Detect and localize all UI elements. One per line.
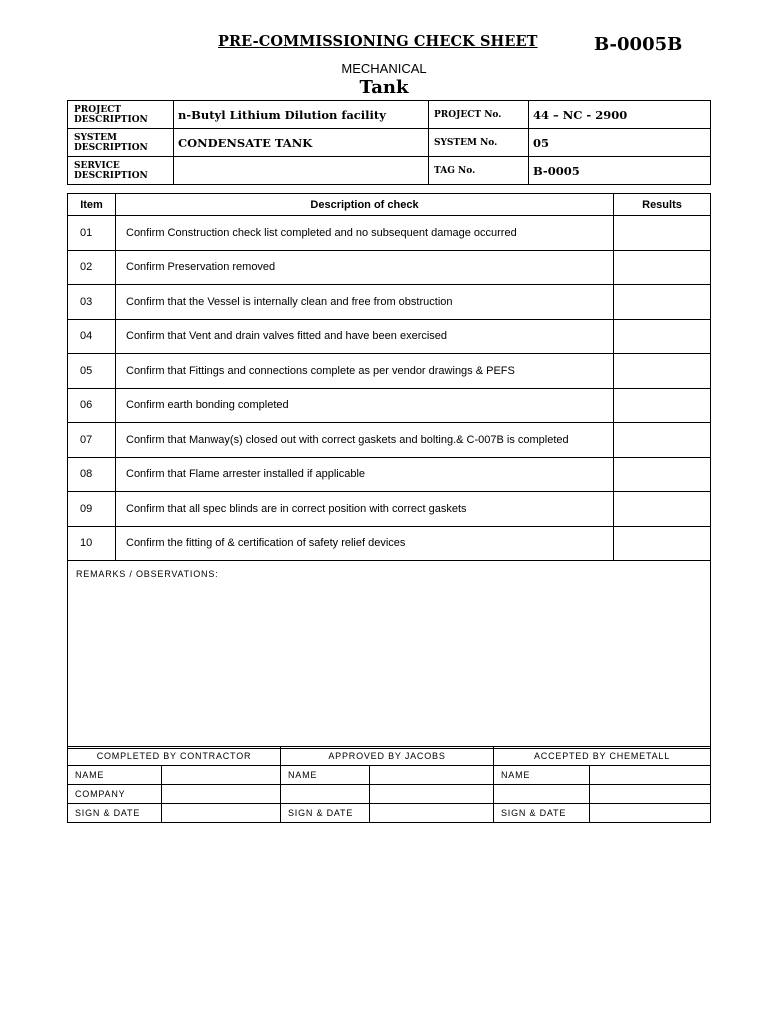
item-number: 05 — [68, 354, 116, 389]
sign-date-row — [68, 804, 711, 823]
check-description: Confirm the fitting of & certification of safety relief devices — [116, 526, 614, 561]
table-row — [68, 423, 711, 458]
result-cell[interactable] — [614, 216, 711, 251]
table-row — [68, 216, 711, 251]
item-number: 01 — [68, 216, 116, 251]
system-description-label: SYSTEM DESCRIPTION — [68, 129, 174, 157]
company-row — [68, 785, 711, 804]
chemetall-sign-date-label: SIGN & DATE — [494, 804, 590, 823]
table-row — [68, 319, 711, 354]
chemetall-name-label: NAME — [494, 766, 590, 785]
chemetall-company-field[interactable] — [590, 785, 711, 804]
table-row — [68, 526, 711, 561]
item-number: 06 — [68, 388, 116, 423]
system-row — [68, 129, 711, 157]
project-number-label: PROJECT No. — [429, 101, 529, 129]
check-table-header — [68, 194, 711, 216]
item-number: 07 — [68, 423, 116, 458]
check-description: Confirm Construction check list completed and no subsequent damage occurred — [116, 216, 614, 251]
page-title: PRE-COMMISSIONING CHECK SHEET — [218, 33, 538, 50]
chemetall-company-blank — [494, 785, 590, 804]
item-number: 09 — [68, 492, 116, 527]
service-description-label: SERVICE DESCRIPTION — [68, 157, 174, 185]
contractor-sign-date-field[interactable] — [162, 804, 281, 823]
jacobs-sign-date-field[interactable] — [370, 804, 494, 823]
check-description: Confirm earth bonding completed — [116, 388, 614, 423]
result-cell[interactable] — [614, 423, 711, 458]
document-number: B-0005B — [594, 34, 683, 55]
project-description-label: PROJECT DESCRIPTION — [68, 101, 174, 129]
check-list-table — [67, 193, 711, 749]
remarks-area[interactable] — [68, 561, 711, 749]
table-row — [68, 388, 711, 423]
tag-number-label: TAG No. — [429, 157, 529, 185]
table-row — [68, 457, 711, 492]
contractor-company-field[interactable] — [162, 785, 281, 804]
item-number: 03 — [68, 285, 116, 320]
table-row — [68, 250, 711, 285]
result-cell[interactable] — [614, 250, 711, 285]
item-column-header: Item — [68, 194, 116, 216]
table-row — [68, 354, 711, 389]
project-row — [68, 101, 711, 129]
results-column-header: Results — [614, 194, 711, 216]
contractor-name-label: NAME — [68, 766, 162, 785]
contractor-sign-date-label: SIGN & DATE — [68, 804, 162, 823]
service-row — [68, 157, 711, 185]
result-cell[interactable] — [614, 388, 711, 423]
check-description: Confirm that all spec blinds are in correct position with correct gaskets — [116, 492, 614, 527]
chemetall-name-field[interactable] — [590, 766, 711, 785]
contractor-name-field[interactable] — [162, 766, 281, 785]
jacobs-name-field[interactable] — [370, 766, 494, 785]
jacobs-company-blank — [281, 785, 370, 804]
item-number: 02 — [68, 250, 116, 285]
discipline-label: MECHANICAL — [341, 61, 427, 76]
check-description: Confirm that Vent and drain valves fitted and have been exercised — [116, 319, 614, 354]
check-description: Confirm Preservation removed — [116, 250, 614, 285]
project-info-table — [67, 100, 711, 185]
system-description-value[interactable]: CONDENSATE TANK — [174, 129, 429, 157]
name-row — [68, 766, 711, 785]
check-description: Confirm that Flame arrester installed if applicable — [116, 457, 614, 492]
jacobs-heading: APPROVED BY JACOBS — [281, 747, 494, 766]
result-cell[interactable] — [614, 285, 711, 320]
result-cell[interactable] — [614, 354, 711, 389]
item-number: 04 — [68, 319, 116, 354]
remarks-label: REMARKS / OBSERVATIONS: — [76, 569, 219, 579]
result-cell[interactable] — [614, 526, 711, 561]
result-cell[interactable] — [614, 319, 711, 354]
table-row — [68, 492, 711, 527]
jacobs-sign-date-label: SIGN & DATE — [281, 804, 370, 823]
chemetall-heading: ACCEPTED BY CHEMETALL — [494, 747, 711, 766]
description-column-header: Description of check — [116, 194, 614, 216]
signoff-table — [67, 746, 711, 823]
check-description: Confirm that Fittings and connections complete as per vendor drawings & PEFS — [116, 354, 614, 389]
result-cell[interactable] — [614, 492, 711, 527]
system-number-label: SYSTEM No. — [429, 129, 529, 157]
project-description-value[interactable]: n-Butyl Lithium Dilution facility — [174, 101, 429, 129]
check-description: Confirm that Manway(s) closed out with correct gaskets and bolting.& C-007B is completed — [116, 423, 614, 458]
check-description: Confirm that the Vessel is internally clean and free from obstruction — [116, 285, 614, 320]
table-row — [68, 285, 711, 320]
service-description-value[interactable] — [174, 157, 429, 185]
system-number-value[interactable]: 05 — [529, 129, 711, 157]
contractor-company-label: COMPANY — [68, 785, 162, 804]
jacobs-name-label: NAME — [281, 766, 370, 785]
signoff-header-row — [68, 747, 711, 766]
project-number-value[interactable]: 44 – NC - 2900 — [529, 101, 711, 129]
equipment-type: Tank — [359, 77, 409, 98]
contractor-heading: COMPLETED BY CONTRACTOR — [68, 747, 281, 766]
result-cell[interactable] — [614, 457, 711, 492]
tag-number-value[interactable]: B-0005 — [529, 157, 711, 185]
jacobs-company-field[interactable] — [370, 785, 494, 804]
remarks-row — [68, 561, 711, 749]
item-number: 10 — [68, 526, 116, 561]
item-number: 08 — [68, 457, 116, 492]
chemetall-sign-date-field[interactable] — [590, 804, 711, 823]
